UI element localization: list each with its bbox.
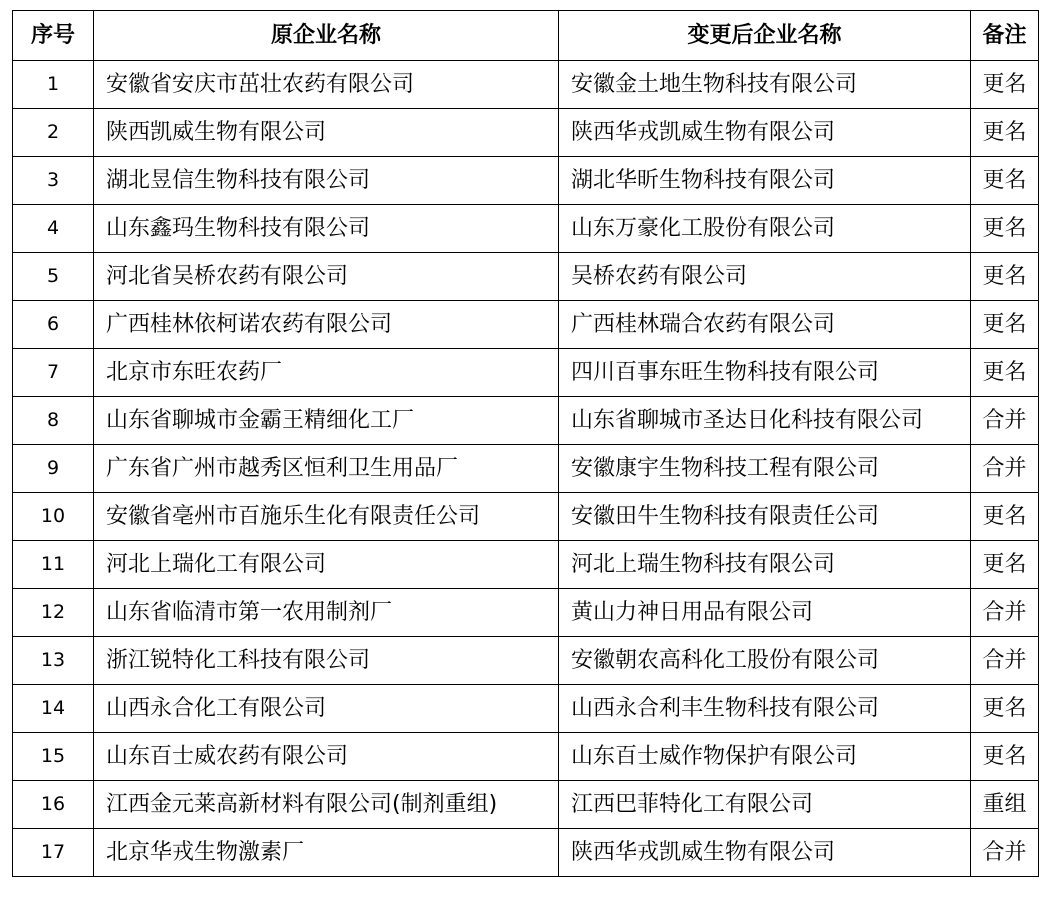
new-company-name: 安徽朝农高科化工股份有限公司 <box>559 637 971 685</box>
original-company-name: 湖北昱信生物科技有限公司 <box>94 157 559 205</box>
remark-cell: 更名 <box>971 733 1039 781</box>
header-original-name: 原企业名称 <box>94 11 559 61</box>
row-index: 17 <box>13 829 94 877</box>
new-company-name: 安徽金土地生物科技有限公司 <box>559 61 971 109</box>
new-company-name: 黄山力神日用品有限公司 <box>559 589 971 637</box>
remark-cell: 合并 <box>971 445 1039 493</box>
new-company-name: 湖北华昕生物科技有限公司 <box>559 157 971 205</box>
remark-cell: 合并 <box>971 589 1039 637</box>
header-row <box>13 11 1039 61</box>
table-row <box>13 829 1039 877</box>
original-company-name: 广西桂林依柯诺农药有限公司 <box>94 301 559 349</box>
new-company-name: 山东万豪化工股份有限公司 <box>559 205 971 253</box>
new-company-name: 四川百事东旺生物科技有限公司 <box>559 349 971 397</box>
remark-cell: 更名 <box>971 205 1039 253</box>
new-company-name: 广西桂林瑞合农药有限公司 <box>559 301 971 349</box>
original-company-name: 山东省临清市第一农用制剂厂 <box>94 589 559 637</box>
remark-cell: 更名 <box>971 349 1039 397</box>
original-company-name: 北京市东旺农药厂 <box>94 349 559 397</box>
new-company-name: 安徽康宇生物科技工程有限公司 <box>559 445 971 493</box>
original-company-name: 陕西凯威生物有限公司 <box>94 109 559 157</box>
original-company-name: 安徽省安庆市茁壮农药有限公司 <box>94 61 559 109</box>
row-index: 1 <box>13 61 94 109</box>
remark-cell: 更名 <box>971 301 1039 349</box>
remark-cell: 重组 <box>971 781 1039 829</box>
remark-cell: 更名 <box>971 685 1039 733</box>
row-index: 5 <box>13 253 94 301</box>
table-row <box>13 445 1039 493</box>
row-index: 6 <box>13 301 94 349</box>
new-company-name: 河北上瑞生物科技有限公司 <box>559 541 971 589</box>
original-company-name: 广东省广州市越秀区恒利卫生用品厂 <box>94 445 559 493</box>
table-row <box>13 781 1039 829</box>
row-index: 10 <box>13 493 94 541</box>
new-company-name: 陕西华戎凯威生物有限公司 <box>559 109 971 157</box>
remark-cell: 更名 <box>971 157 1039 205</box>
table-row <box>13 397 1039 445</box>
original-company-name: 浙江锐特化工科技有限公司 <box>94 637 559 685</box>
remark-cell: 更名 <box>971 109 1039 157</box>
original-company-name: 山东省聊城市金霸王精细化工厂 <box>94 397 559 445</box>
row-index: 8 <box>13 397 94 445</box>
new-company-name: 山东百士威作物保护有限公司 <box>559 733 971 781</box>
table-row <box>13 157 1039 205</box>
original-company-name: 山东百士威农药有限公司 <box>94 733 559 781</box>
table-row <box>13 493 1039 541</box>
table-row <box>13 109 1039 157</box>
table-row <box>13 685 1039 733</box>
header-remark: 备注 <box>971 11 1039 61</box>
remark-cell: 更名 <box>971 61 1039 109</box>
table-row <box>13 589 1039 637</box>
table-row <box>13 205 1039 253</box>
row-index: 11 <box>13 541 94 589</box>
original-company-name: 河北上瑞化工有限公司 <box>94 541 559 589</box>
remark-cell: 更名 <box>971 253 1039 301</box>
new-company-name: 江西巴菲特化工有限公司 <box>559 781 971 829</box>
new-company-name: 安徽田牛生物科技有限责任公司 <box>559 493 971 541</box>
row-index: 7 <box>13 349 94 397</box>
row-index: 12 <box>13 589 94 637</box>
table-row <box>13 541 1039 589</box>
table-row <box>13 637 1039 685</box>
row-index: 15 <box>13 733 94 781</box>
row-index: 3 <box>13 157 94 205</box>
header-index: 序号 <box>13 11 94 61</box>
original-company-name: 江西金元莱高新材料有限公司(制剂重组) <box>94 781 559 829</box>
original-company-name: 安徽省亳州市百施乐生化有限责任公司 <box>94 493 559 541</box>
row-index: 9 <box>13 445 94 493</box>
company-name-change-table <box>12 10 1039 877</box>
new-company-name: 山东省聊城市圣达日化科技有限公司 <box>559 397 971 445</box>
remark-cell: 合并 <box>971 397 1039 445</box>
row-index: 4 <box>13 205 94 253</box>
remark-cell: 合并 <box>971 637 1039 685</box>
remark-cell: 合并 <box>971 829 1039 877</box>
original-company-name: 河北省吴桥农药有限公司 <box>94 253 559 301</box>
remark-cell: 更名 <box>971 541 1039 589</box>
row-index: 16 <box>13 781 94 829</box>
original-company-name: 山东鑫玛生物科技有限公司 <box>94 205 559 253</box>
new-company-name: 山西永合利丰生物科技有限公司 <box>559 685 971 733</box>
table-row <box>13 733 1039 781</box>
new-company-name: 陕西华戎凯威生物有限公司 <box>559 829 971 877</box>
table-row <box>13 349 1039 397</box>
row-index: 13 <box>13 637 94 685</box>
new-company-name: 吴桥农药有限公司 <box>559 253 971 301</box>
remark-cell: 更名 <box>971 493 1039 541</box>
table-row <box>13 253 1039 301</box>
row-index: 2 <box>13 109 94 157</box>
original-company-name: 山西永合化工有限公司 <box>94 685 559 733</box>
table-row <box>13 61 1039 109</box>
original-company-name: 北京华戎生物激素厂 <box>94 829 559 877</box>
table-body <box>13 61 1039 877</box>
table-row <box>13 301 1039 349</box>
row-index: 14 <box>13 685 94 733</box>
header-new-name: 变更后企业名称 <box>559 11 971 61</box>
